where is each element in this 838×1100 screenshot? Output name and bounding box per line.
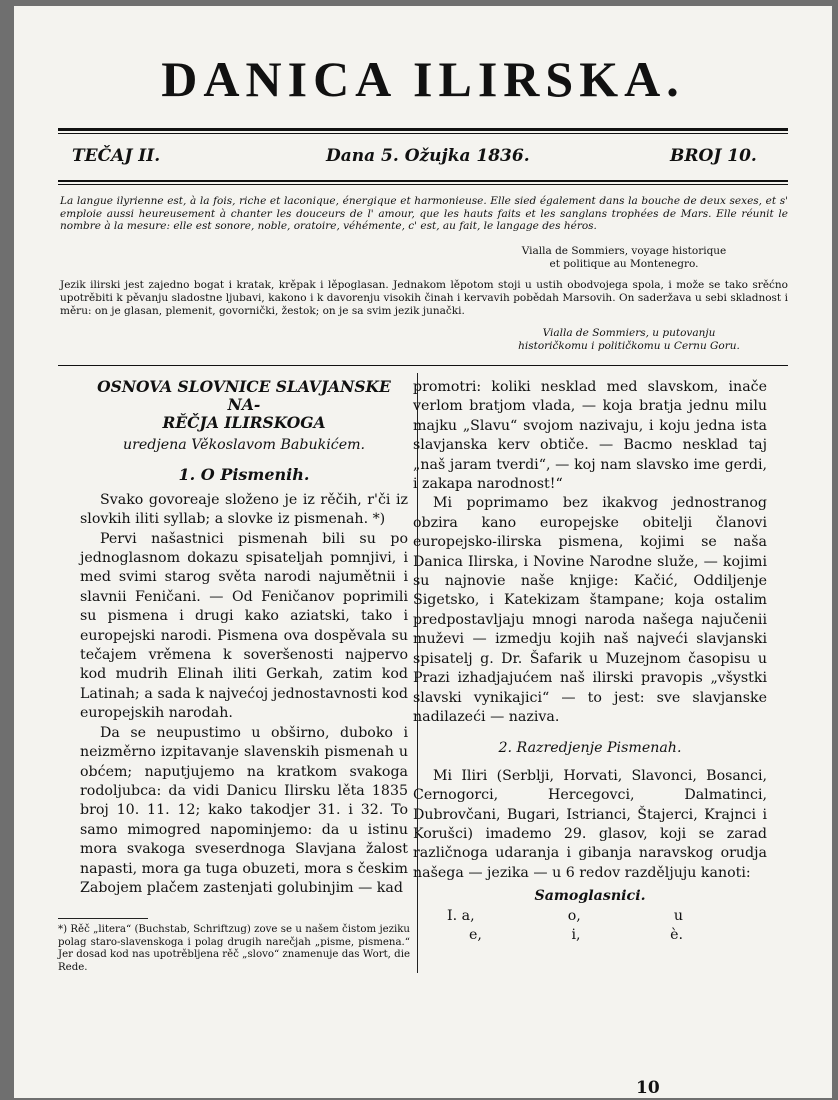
meta-rule-thin xyxy=(58,184,788,185)
masthead-rule-thick xyxy=(58,128,788,131)
paragraph: Da se neupustimo u obširno, duboko i neizměrno izpitavanje slavenskih pismenah u obćem; naputjujemo na kratkom svakoga rodoljubca: da vidi Danicu Ilirsku lěta 1835 broj 10. 11. 12; kako takodjer 31. i 32. To samo mimogred napominjemo: da u istinu mora svakoga sveserdnoga Slavjana žalost napasti, mora ga tuga obuzeti, mora s českim Zabojem plačem zastenjati golubinjim — kad xyxy=(80,724,408,896)
vowels-heading: Samoglasnici. xyxy=(534,888,646,905)
section-heading: 1. O Pismenih. xyxy=(178,465,310,485)
newspaper-page xyxy=(14,6,832,1098)
paragraph: Mi poprimamo bez ikakvog jednostranog obzira kano europejske obitelji članovi europejsko-ilirska pismena, kojimi se naša Danica Ilirska, i Novine Narodne služe, — kojimi su najnovie naše knjige: Kačić, Oddiljenje Sigetsko, i Katekizam štampane; koja ostalim predpostavljaju mnogi naroda našega najučenii muževi — izmedju kojih naš najveći slavjanski spisatelj g. Dr. Šafarik u Muzejnom časopisu u Prazi izhadjajućem naš ilirski pravopis „všystki slavski vynikajici“ — to jest: sve slavjanske nadilazeći — naziva. xyxy=(413,495,767,725)
article-subtitle: uredjena Věkoslavom Babukićem. xyxy=(122,437,366,453)
epigraph-rule xyxy=(58,365,788,366)
attribution-line: et politique au Montenegro. xyxy=(549,257,699,270)
section-heading: 2. Razredjenje Pismenah. xyxy=(498,740,682,757)
vowels-row xyxy=(447,907,683,926)
meta-rule-thick xyxy=(58,180,788,182)
footnote-rule xyxy=(58,918,148,919)
article-title-line: RĚČJA ILIRSKOGA xyxy=(162,413,326,432)
issue-date: Dana 5. Ožujka 1836. xyxy=(326,146,530,166)
issue-number: BROJ 10. xyxy=(670,146,757,166)
attribution-line: historičkomu i političkomu u Cernu Goru. xyxy=(518,339,740,352)
epigraph-illyrian: Jezik ilirski jest zajedno bogat i kratak, krěpak i lěpoglasan. Jednakom lěpotom stoji u ustih obodvojega spola, i može se tako srěćno upotrěbiti k pěvanju sladostne ljubavi, kakono i k davorenju visokih činah i kervavih pobědah Marsovih. On saderžava u sebi skladnost i měru: on je glasan, plemenit, govornički, žestok; on je sa svim jezik junački. xyxy=(60,279,788,317)
epigraph-illyrian-attribution xyxy=(464,327,794,352)
footnote: *) Rěč „litera“ (Buchstab, Schriftzug) zove se u našem čistom jeziku polag staro-slavenskoga i polag drugih narečjah „pisme, pismena.“ Jer dosad kod nas upotrěbljena rěč „slovo“ znamenuje das Wort, die Rede. xyxy=(58,924,410,973)
right-column xyxy=(413,378,767,945)
article-title-line: OSNOVA SLOVNICE SLAVJANSKE NA- xyxy=(97,377,391,414)
vowels-row xyxy=(447,926,683,945)
paragraph: promotri: koliki nesklad med slavskom, inače verlom bratjom vlada, — koja bratja jednu milu majku „Slavu“ svojom nazivaju, i koju jedna ista slavjanska kerv obtiče. — Bacmo nesklad taj „naš jaram tverdi“, — koj nam slavsko ime gerdi, i zakapa narodnost!“ xyxy=(413,379,767,493)
paragraph: Mi Iliri (Serblji, Horvati, Slavonci, Bosanci, Cernogorci, Hercegovci, Dalmatinci, Dubrovčani, Bugari, Istrianci, Štajerci, Krajnci i Korušci) imademo 29. glasov, koji se zarad različnoga udaranja i gibanja naravskog orudja našega — jezika — u 6 redov razděljuju kanoti: xyxy=(413,767,767,881)
epigraph-french-attribution xyxy=(464,245,784,270)
paragraph: Svako govoreaje složeno je iz rěčih, r'či iz slovkih iliti syllab; a slovke iz pismenah. *) xyxy=(80,491,408,528)
epigraph-french: La langue ilyrienne est, à la fois, riche et laconique, énergique et harmonieuse. Elle sied également dans la bouche de deux sexes, et s' emploie aussi heureusement à chanter les douceurs de l' amour, que les hauts faits et les sanglans trophées de Mars. Elle réunit le nombre à la mesure: elle est sonore, noble, oratoire, véhémente, c' est, au fait, le langage des héros. xyxy=(60,195,788,232)
masthead-title: DANICA ILIRSKA. xyxy=(161,51,685,107)
attribution-line: Vialla de Sommiers, u putovanju xyxy=(542,327,716,339)
vowel-cell: o, xyxy=(567,907,581,924)
left-column xyxy=(80,378,408,898)
page-number: 10 xyxy=(636,1078,660,1098)
vowel-cell: u xyxy=(673,907,683,924)
vowel-cell: è. xyxy=(670,926,683,943)
vowel-cell: i, xyxy=(571,926,581,943)
article-title xyxy=(80,378,408,432)
masthead-rule-thin xyxy=(58,133,788,134)
vowel-cell: I. a, xyxy=(447,907,475,924)
volume-label: TEČAJ II. xyxy=(72,146,161,166)
paragraph: Pervi našastnici pismenah bili su po jednoglasnom dokazu spisateljah pomnjivi, i med svimi starog světa narodi najumětnii i slavnii Feničani. — Od Feničanov poprimili su pismena i drugi kako aziatski, tako i europejski narodi. Pismena ova dospěvala su tečajem vrěmena k soveršenosti najpervo kod mudrih Elinah iliti Gerkah, zatim kod Latinah; a sada k najvećoj jednostavnosti kod europejskih narodah. xyxy=(80,530,408,722)
vowel-cell: e, xyxy=(469,926,482,943)
attribution-line: Vialla de Sommiers, voyage historique xyxy=(521,245,727,257)
